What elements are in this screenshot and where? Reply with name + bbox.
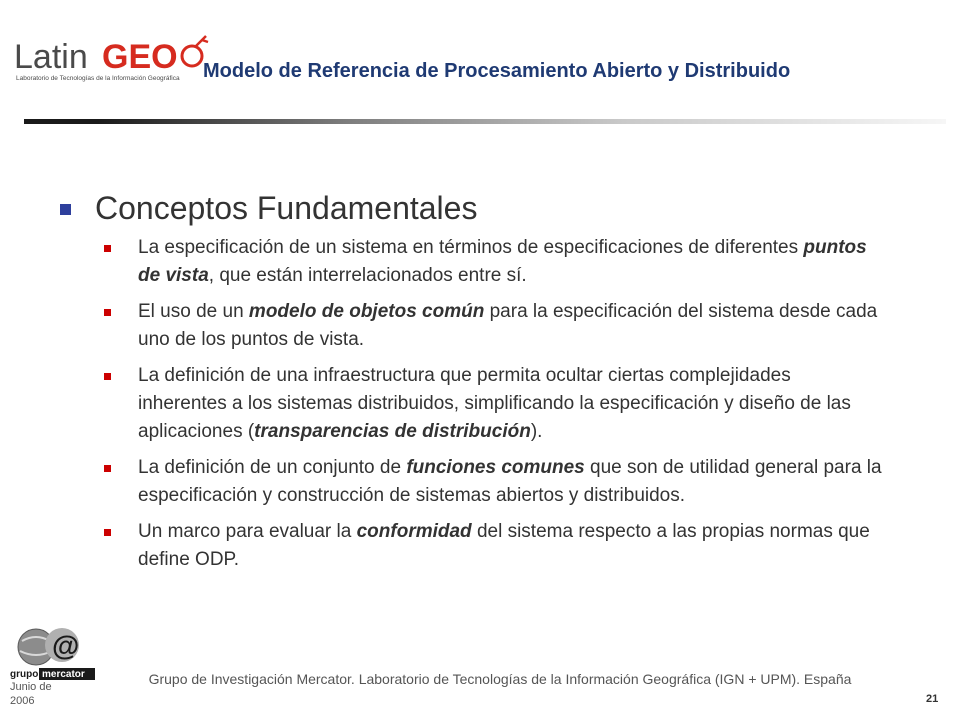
list-item-text	[138, 518, 884, 574]
body-text: ).	[530, 421, 543, 442]
body-text: La definición de una infraestructura que permita ocultar ciertas complejidades inherentes a los sistemas distribuidos, simplificando la especificación y diseño de las aplicaciones (	[138, 365, 851, 442]
bullet-square-icon	[104, 309, 111, 316]
body-text: La definición de un conjunto de	[138, 457, 407, 478]
svg-text:GEO: GEO	[102, 38, 178, 76]
svg-text:Latin: Latin	[14, 38, 88, 76]
bullet-list	[104, 234, 884, 582]
list-item-text	[138, 454, 884, 510]
svg-text:grupo: grupo	[10, 669, 39, 680]
emphasis-text: modelo de objetos común	[248, 301, 485, 322]
svg-text:Laboratorio de Tecnologías de: Laboratorio de Tecnologías de la Información Geográfica	[16, 75, 180, 82]
list-item	[104, 234, 884, 290]
bullet-square-icon	[104, 245, 111, 252]
body-text: del sistema respecto a las propias normas que define ODP.	[138, 521, 870, 570]
list-item	[104, 362, 884, 446]
emphasis-text: conformidad	[356, 521, 472, 542]
body-text: , que están interrelacionados entre sí.	[208, 265, 527, 286]
page-number: 21	[926, 693, 939, 705]
bullet-square-icon	[104, 529, 111, 536]
emphasis-text: transparencias de distribución	[254, 421, 531, 442]
list-item-text	[138, 298, 884, 354]
list-item	[104, 298, 884, 354]
svg-text:mercator: mercator	[42, 669, 85, 680]
bullet-square-icon	[104, 465, 111, 472]
bullet-square-icon	[60, 204, 71, 215]
section-heading-text: Conceptos Fundamentales	[95, 190, 478, 226]
body-text: que son de utilidad general para la especificación y construcción de sistemas abiertos y distribuidos.	[138, 457, 882, 506]
svg-text:@: @	[52, 630, 80, 661]
body-text: El uso de un	[138, 301, 249, 322]
bullet-square-icon	[104, 373, 111, 380]
latingeo-logo	[14, 34, 214, 84]
section-heading	[60, 184, 477, 232]
list-item-text	[138, 362, 884, 446]
list-item	[104, 454, 884, 510]
header-divider	[24, 119, 946, 124]
list-item-text	[138, 234, 884, 290]
body-text: para la especificación del sistema desde cada uno de los puntos de vista.	[138, 301, 878, 350]
list-item	[104, 518, 884, 574]
emphasis-text: puntos de vista	[138, 237, 867, 286]
slide-title: Modelo de Referencia de Procesamiento Abierto y Distribuido	[203, 60, 791, 82]
footer-date: Junio de 2006	[10, 681, 52, 707]
body-text: Un marco para evaluar la	[138, 521, 357, 542]
body-text: La especificación de un sistema en términos de especificaciones de diferentes	[138, 237, 804, 258]
emphasis-text: funciones comunes	[406, 457, 585, 478]
footer-text: Grupo de Investigación Mercator. Laboratorio de Tecnologías de la Información Geográfica (IGN + UPM). España	[148, 671, 852, 687]
